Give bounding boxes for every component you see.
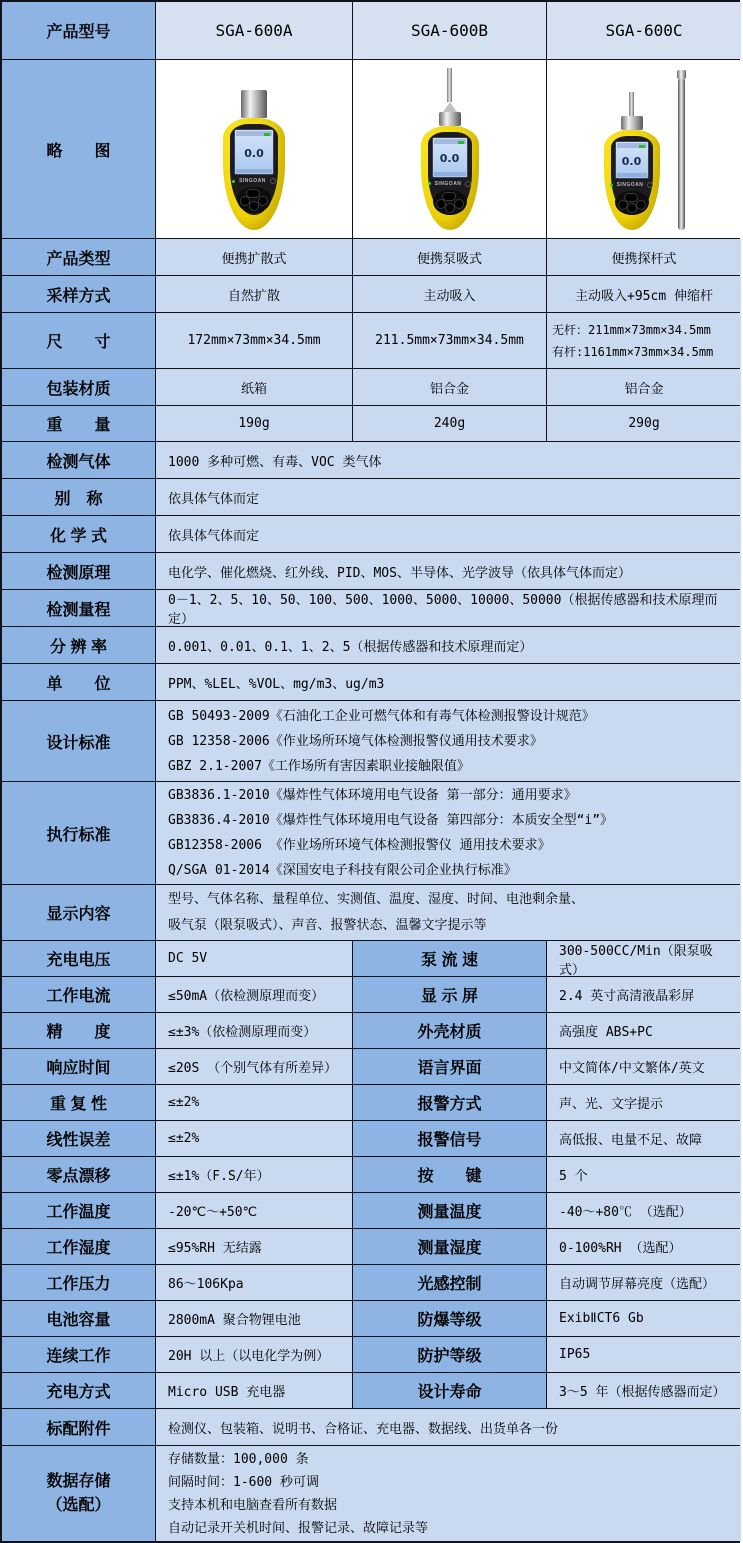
spec-label: 报警方式 [353, 1085, 546, 1120]
product-photo-sga-600c [547, 60, 741, 238]
row-data-storage-label [2, 1446, 155, 1541]
spec-value: ≤±2% [156, 1121, 352, 1156]
screen-status-bar [617, 143, 647, 148]
row-design-std-label: 设计标准 [2, 701, 155, 781]
spec-label: 防护等级 [353, 1337, 546, 1372]
sampling-c: 主动吸入+95cm 伸缩杆 [547, 276, 741, 312]
spec-value: ≤50mA（依检测原理而变） [156, 977, 352, 1012]
spec-label: 工作电流 [2, 977, 155, 1012]
rod-tip [677, 70, 686, 79]
screen-time-bar [434, 172, 466, 176]
enter-button [627, 203, 637, 213]
spec-value: DC 5V [156, 941, 352, 976]
device-front-panel [611, 136, 653, 215]
row-formula-label: 化 学 式 [2, 516, 155, 552]
size-b: 211.5mm×73mm×34.5mm [353, 313, 546, 368]
spec-label: 工作压力 [2, 1265, 155, 1300]
display-value [156, 885, 741, 940]
probe-collar [621, 116, 643, 130]
gas-detector-diffusion [223, 90, 285, 230]
status-led [232, 180, 235, 183]
spec-label: 重 复 性 [2, 1085, 155, 1120]
spec-value: ≤95%RH 无结露 [156, 1229, 352, 1264]
exec-std-line3: GB12358-2006 《作业场所环境气体检测报警仪 通用技术要求》 [168, 838, 551, 853]
data-storage-value [156, 1446, 741, 1541]
spec-label: 精 度 [2, 1013, 155, 1048]
device-body [421, 126, 479, 230]
spec-label: 设计寿命 [353, 1373, 546, 1408]
spec-label: 光感控制 [353, 1265, 546, 1300]
data-storage-line3: 支持本机和电脑查看所有数据 [168, 1497, 338, 1513]
row-accessories-label: 标配附件 [2, 1409, 155, 1445]
spec-label: 充电电压 [2, 941, 155, 976]
spec-label: 测量湿度 [353, 1229, 546, 1264]
spec-value: 高强度 ABS+PC [547, 1013, 741, 1048]
product-photo-sga-600b [353, 60, 546, 238]
row-exec-std-label: 执行标准 [2, 782, 155, 884]
power-icon [465, 181, 471, 187]
spec-value: 高低报、电量不足、故障 [547, 1121, 741, 1156]
status-led [428, 182, 431, 185]
spec-label: 显 示 屏 [353, 977, 546, 1012]
design-std-line1: GB 50493-2009《石油化工企业可燃气体和有毒气体检测报警设计规范》 [168, 708, 595, 724]
spec-value: -40～+80℃ （选配） [547, 1193, 741, 1228]
brand-logo: SINGOAN [616, 182, 644, 189]
row-product-type-label: 产品类型 [2, 239, 155, 275]
device-body [223, 118, 285, 230]
row-sampling-label: 采样方式 [2, 276, 155, 312]
header-model-c: SGA-600C [547, 2, 741, 59]
spec-label: 零点漂移 [2, 1157, 155, 1192]
right-button [636, 200, 646, 210]
row-range-label: 检测量程 [2, 590, 155, 626]
spec-label: 工作温度 [2, 1193, 155, 1228]
product-type-a: 便携扩散式 [156, 239, 352, 275]
brand-row [428, 181, 472, 187]
weight-b: 240g [353, 406, 546, 441]
device-screen [234, 129, 274, 175]
left-button [618, 200, 628, 210]
spec-label: 测量温度 [353, 1193, 546, 1228]
data-storage-label-line2: （选配） [46, 1496, 111, 1514]
spec-value: 2800mA 聚合物锂电池 [156, 1301, 352, 1336]
data-storage-line4: 自动记录开关机时间、报警记录、故障记录等 [168, 1520, 429, 1536]
row-display-label: 显示内容 [2, 885, 155, 940]
display-line1: 型号、气体名称、量程单位、实测值、温度、湿度、时间、电池剩余量、 [168, 891, 585, 907]
spec-value: Micro USB 充电器 [156, 1373, 352, 1408]
screen-reading: 0.0 [621, 155, 642, 169]
sampling-a: 自然扩散 [156, 276, 352, 312]
device-screen [432, 137, 468, 178]
header-model-b: SGA-600B [353, 2, 546, 59]
battery-icon [458, 141, 464, 144]
row-size-label: 尺 寸 [2, 313, 155, 368]
size-c-no-rod: 无杆：211mm×73mm×34.5mm [552, 322, 711, 337]
battery-icon [639, 145, 645, 148]
spec-value: 中文简体/中文繁体/英文 [547, 1049, 741, 1084]
spec-label: 线性误差 [2, 1121, 155, 1156]
range-value: 0－1、2、5、10、50、100、500、1000、5000、10000、50000（根据传感器和技术原理而定） [156, 590, 741, 626]
accessories-value: 检测仪、包装箱、说明书、合格证、充电器、数据线、出货单各一份 [156, 1409, 741, 1445]
telescopic-rod [678, 78, 685, 230]
probe-cone [443, 102, 457, 112]
spec-label: 电池容量 [2, 1301, 155, 1336]
sensor-cap [241, 90, 267, 118]
spec-value: ≤±2% [156, 1085, 352, 1120]
row-principle-label: 检测原理 [2, 553, 155, 589]
data-storage-label-line1: 数据存储 [46, 1472, 111, 1490]
battery-icon [264, 133, 270, 136]
spec-label: 响应时间 [2, 1049, 155, 1084]
spec-value: ≤20S （个别气体有所差异） [156, 1049, 352, 1084]
unit-value: PPM、%LEL、%VOL、mg/m3、ug/m3 [156, 664, 741, 700]
spec-label: 语言界面 [353, 1049, 546, 1084]
data-storage-line2: 间隔时间：1-600 秒可调 [168, 1474, 319, 1490]
spec-value: 3～5 年（根据传感器而定） [547, 1373, 741, 1408]
brand-row [232, 178, 276, 184]
row-unit-label: 单 位 [2, 664, 155, 700]
spec-value: ExibⅡCT6 Gb [547, 1301, 741, 1336]
right-button [258, 196, 268, 206]
gas-detector-probe [604, 92, 660, 230]
power-icon [647, 182, 653, 188]
exec-std-line2: GB3836.4-2010《爆炸性气体环境用电气设备 第四部分：本质安全型“i”》 [168, 813, 614, 828]
spec-value: ≤±3%（依检测原理而变） [156, 1013, 352, 1048]
spec-label: 外壳材质 [353, 1013, 546, 1048]
brand-row [610, 182, 654, 188]
probe-collar [439, 112, 461, 126]
formula-value: 依具体气体而定 [156, 516, 741, 552]
design-std-line2: GB 12358-2006《作业场所环境气体检测报警仪通用技术要求》 [168, 733, 543, 749]
packaging-a: 纸箱 [156, 369, 352, 405]
screen-time-bar [617, 173, 647, 177]
spec-label: 工作湿度 [2, 1229, 155, 1264]
resolution-value: 0.001、0.01、0.1、1、2、5（根据传感器和技术原理而定） [156, 627, 741, 663]
display-line2: 吸气泵（限泵吸式）、声音、报警状态、温馨文字提示等 [168, 917, 487, 933]
spec-value: 300-500CC/Min（限泵吸式） [547, 941, 741, 976]
packaging-c: 铝合金 [547, 369, 741, 405]
design-std-value [156, 701, 741, 781]
spec-label: 充电方式 [2, 1373, 155, 1408]
spec-value: IP65 [547, 1337, 741, 1372]
brand-logo: SINGOAN [434, 180, 462, 187]
header-model-label: 产品型号 [2, 2, 155, 59]
device-body [604, 130, 660, 230]
design-std-line3: GBZ 2.1-2007《工作场所有害因素职业接触限值》 [168, 758, 470, 774]
spec-label: 按 键 [353, 1157, 546, 1192]
screen-reading: 0.0 [244, 147, 264, 160]
data-storage-line1: 存储数量：100,000 条 [168, 1451, 309, 1467]
spec-value: ≤±1%（F.S/年） [156, 1157, 352, 1192]
spec-value: -20℃～+50℃ [156, 1193, 352, 1228]
alias-value: 依具体气体而定 [156, 479, 741, 515]
product-photo-sga-600a [156, 60, 352, 238]
row-packaging-label: 包装材质 [2, 369, 155, 405]
spec-value: 自动调节屏幕亮度（选配） [547, 1265, 741, 1300]
keypad [237, 187, 271, 213]
header-model-a: SGA-600A [156, 2, 352, 59]
spec-value: 声、光、文字提示 [547, 1085, 741, 1120]
device-front-panel [428, 132, 472, 215]
row-alias-label: 别 称 [2, 479, 155, 515]
product-type-c: 便携探杆式 [547, 239, 741, 275]
device-screen [615, 141, 649, 179]
row-resolution-label: 分 辨 率 [2, 627, 155, 663]
product-type-b: 便携泵吸式 [353, 239, 546, 275]
status-led [610, 184, 613, 187]
probe-stem [447, 68, 452, 102]
spec-label: 防爆等级 [353, 1301, 546, 1336]
gas-detector-probe-kit [604, 78, 685, 230]
screen-time-bar [236, 169, 272, 173]
spec-label: 泵 流 速 [353, 941, 546, 976]
power-icon [270, 178, 276, 184]
row-weight-label: 重 量 [2, 406, 155, 441]
weight-a: 190g [156, 406, 352, 441]
size-c-with-rod: 有杆:1161mm×73mm×34.5mm [552, 344, 714, 359]
enter-button [445, 203, 455, 213]
size-a: 172mm×73mm×34.5mm [156, 313, 352, 368]
keypad [615, 191, 649, 215]
spec-label: 连续工作 [2, 1337, 155, 1372]
probe-stem [629, 92, 634, 116]
principle-value: 电化学、催化燃烧、红外线、PID、MOS、半导体、光学波导（依具体气体而定） [156, 553, 741, 589]
spec-value: 20H 以上（以电化学为例） [156, 1337, 352, 1372]
spec-value: 5 个 [547, 1157, 741, 1192]
right-button [454, 199, 464, 209]
screen-reading: 0.0 [439, 152, 460, 166]
size-c [547, 313, 741, 368]
weight-c: 290g [547, 406, 741, 441]
spec-value: 0-100%RH （选配） [547, 1229, 741, 1264]
sampling-b: 主动吸入 [353, 276, 546, 312]
keypad [433, 190, 467, 215]
exec-std-value [156, 782, 741, 884]
exec-std-line1: GB3836.1-2010《爆炸性气体环境用电气设备 第一部分：通用要求》 [168, 788, 577, 803]
row-gas-label: 检测气体 [2, 442, 155, 478]
device-front-panel [230, 124, 278, 215]
spec-value: 2.4 英寸高清液晶彩屏 [547, 977, 741, 1012]
sketch-row-label: 略 图 [2, 60, 155, 238]
screen-status-bar [434, 139, 466, 144]
screen-status-bar [236, 131, 272, 136]
enter-button [249, 201, 259, 211]
gas-detector-pump [421, 68, 479, 230]
exec-std-line4: Q/SGA 01-2014《深国安电子科技有限公司企业执行标准》 [168, 863, 517, 878]
spec-label: 报警信号 [353, 1121, 546, 1156]
brand-logo: SINGOAN [239, 178, 266, 184]
spec-value: 86～106Kpa [156, 1265, 352, 1300]
gas-value: 1000 多种可燃、有毒、VOC 类气体 [156, 442, 741, 478]
packaging-b: 铝合金 [353, 369, 546, 405]
